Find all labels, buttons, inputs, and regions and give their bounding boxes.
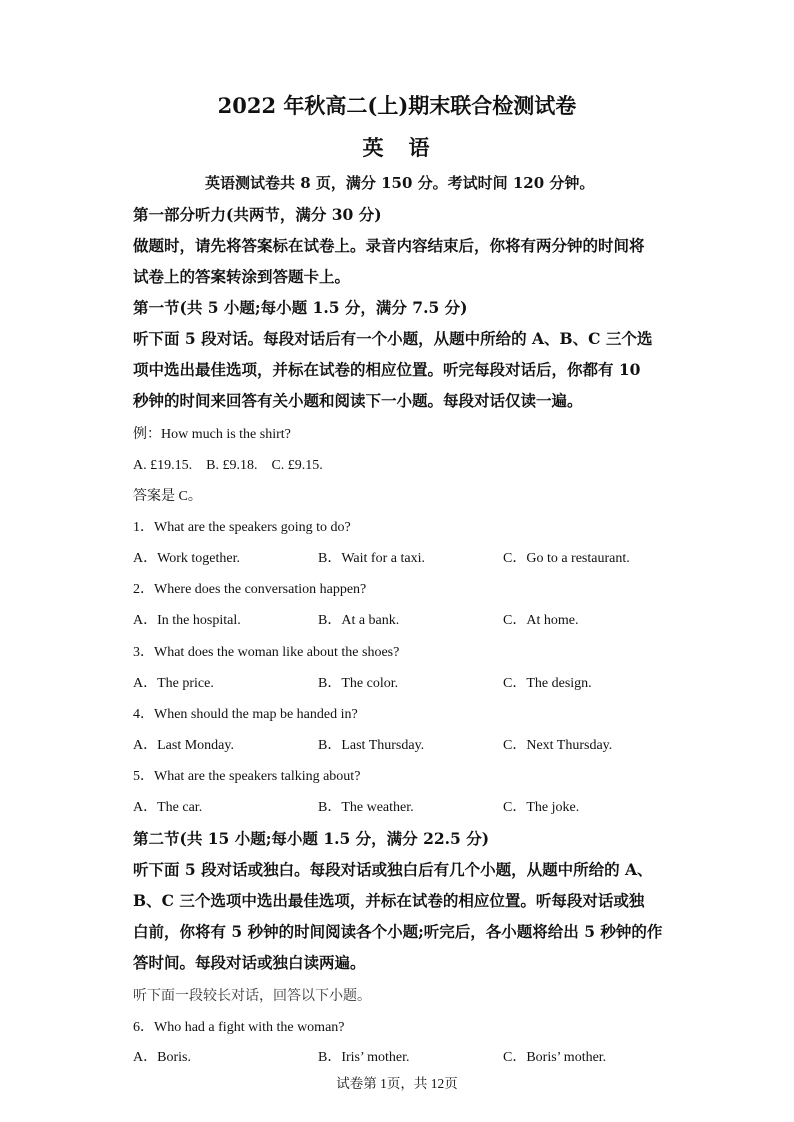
question-3-option-a: A．The price. xyxy=(133,676,214,691)
example-question: 例：How much is the shirt? xyxy=(133,427,291,442)
question-3-option-c: C．The design. xyxy=(503,676,592,691)
question-6-option-b: B．Iris’ mother. xyxy=(318,1050,410,1065)
question-4-option-a: A．Last Monday. xyxy=(133,738,234,753)
part1-heading: 第一部分听力(共两节，满分 30 分) xyxy=(133,205,382,224)
question-5-option-c: C．The joke. xyxy=(503,800,580,815)
question-1-option-a: A．Work together. xyxy=(133,551,240,566)
section2-instruction-line4: 答时间。每段对话或独白读两遍。 xyxy=(133,953,366,972)
question-1-option-c: C．Go to a restaurant. xyxy=(503,551,630,566)
question-4-option-b: B．Last Thursday. xyxy=(318,738,425,753)
question-4-option-c: C．Next Thursday. xyxy=(503,738,613,753)
section1-instruction-line3: 秒钟的时间来回答有关小题和阅读下一小题。每段对话仅读一遍。 xyxy=(133,391,583,410)
example-answer: 答案是 C。 xyxy=(133,489,202,504)
exam-title: 2022 年秋高二(上)期末联合检测试卷 xyxy=(217,93,577,118)
section2-heading: 第二节(共 15 小题;每小题 1.5 分，满分 22.5 分) xyxy=(133,829,490,848)
section2-instruction-line2: B、C 三个选项中选出最佳选项，并标在试卷的相应位置。听每段对话或独 xyxy=(133,891,645,910)
question-2-option-c: C．At home. xyxy=(503,613,579,628)
question-2: 2．Where does the conversation happen? xyxy=(133,582,367,597)
question-3-option-b: B．The color. xyxy=(318,676,399,691)
part1-instruction-line2: 试卷上的答案转涂到答题卡上。 xyxy=(133,267,351,286)
question-2-option-a: A．In the hospital. xyxy=(133,613,241,628)
example-options: A. £19.15. B. £9.18. C. £9.15. xyxy=(133,458,323,473)
question-2-option-b: B．At a bank. xyxy=(318,613,400,628)
section2-instruction-line1: 听下面 5 段对话或独白。每段对话或独白后有几个小题，从题中所给的 A、 xyxy=(133,860,653,879)
question-6-option-c: C．Boris’ mother. xyxy=(503,1050,607,1065)
section2-instruction-line3: 白前，你将有 5 秒钟的时间阅读各个小题;听完后，各小题将给出 5 秒钟的作 xyxy=(133,922,663,941)
question-5-option-a: A．The car. xyxy=(133,800,203,815)
question-5: 5．What are the speakers talking about? xyxy=(133,769,361,784)
section1-instruction-line2: 项中选出最佳选项，并标在试卷的相应位置。听完每段对话后，你都有 10 xyxy=(133,360,641,379)
question-1: 1．What are the speakers going to do? xyxy=(133,520,351,535)
section1-instruction-line1: 听下面 5 段对话。每段对话后有一个小题，从题中所给的 A、B、C 三个选 xyxy=(133,329,653,348)
question-4: 4．When should the map be handed in? xyxy=(133,707,358,722)
exam-info: 英语测试卷共 8 页，满分 150 分。考试时间 120 分钟。 xyxy=(205,174,595,192)
question-6-option-a: A．Boris. xyxy=(133,1050,191,1065)
page-footer: 试卷第 1页，共 12页 xyxy=(336,1076,458,1091)
question-1-option-b: B．Wait for a taxi. xyxy=(318,551,425,566)
question-3: 3．What does the woman like about the shoes? xyxy=(133,645,400,660)
part1-instruction-line1: 做题时，请先将答案标在试卷上。录音内容结束后，你将有两分钟的时间将 xyxy=(133,236,645,255)
question-6: 6．Who had a fight with the woman? xyxy=(133,1020,345,1035)
subject-title: 英 语 xyxy=(362,135,432,160)
section2-sub-instruction: 听下面一段较长对话，回答以下小题。 xyxy=(133,989,371,1004)
question-5-option-b: B．The weather. xyxy=(318,800,414,815)
section1-heading: 第一节(共 5 小题;每小题 1.5 分，满分 7.5 分) xyxy=(133,298,468,317)
